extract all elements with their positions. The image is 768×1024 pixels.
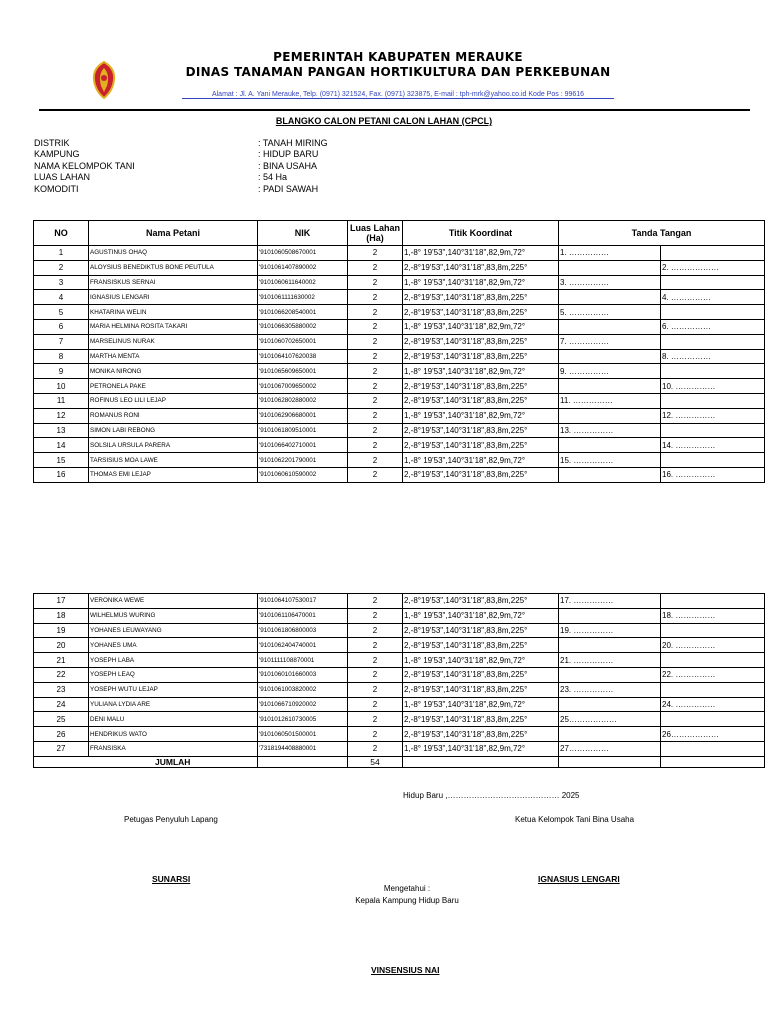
col-header-koordinat: Titik Koordinat <box>403 221 559 246</box>
row-ttd-left: 3. …………… <box>559 275 661 290</box>
row-ttd-right: 4. …………… <box>661 290 765 305</box>
row-no: 13 <box>34 423 89 438</box>
row-nama: AGUSTINUS OHAQ <box>89 246 258 261</box>
row-no: 27 <box>34 741 89 756</box>
row-koordinat: 1,-8° 19'53",140°31'18",82,9m,72° <box>403 608 559 623</box>
row-luas: 2 <box>348 275 403 290</box>
row-ttd-right: 16. …………… <box>661 467 765 482</box>
row-koordinat: 2,-8°19'53",140°31'18",83,8m,225° <box>403 727 559 742</box>
row-nik: '9101067009650002 <box>258 379 348 394</box>
row-ttd-right: 22. …………… <box>661 667 765 682</box>
row-nama: FRANSISKUS SERNAI <box>89 275 258 290</box>
row-koordinat: 2,-8°19'53",140°31'18",83,8m,225° <box>403 393 559 408</box>
row-ttd-left: 15. …………… <box>559 453 661 468</box>
row-luas: 2 <box>348 697 403 712</box>
row-no: 4 <box>34 290 89 305</box>
table-row <box>34 290 765 305</box>
row-no: 2 <box>34 260 89 275</box>
row-luas: 2 <box>348 653 403 668</box>
row-ttd-left <box>559 260 661 275</box>
row-koordinat: 1,-8° 19'53",140°31'18",82,9m,72° <box>403 246 559 261</box>
table-row <box>34 697 765 712</box>
row-koordinat: 2,-8°19'53",140°31'18",83,8m,225° <box>403 334 559 349</box>
row-no: 26 <box>34 727 89 742</box>
row-luas: 2 <box>348 246 403 261</box>
table-header-row <box>34 221 765 246</box>
table-row <box>34 594 765 609</box>
row-koordinat: 1,-8° 19'53",140°31'18",82,9m,72° <box>403 697 559 712</box>
document-title: BLANGKO CALON PETANI CALON LAHAN (CPCL) <box>275 116 493 126</box>
table-row <box>34 260 765 275</box>
row-nik: '9101062802880002 <box>258 393 348 408</box>
row-no: 20 <box>34 638 89 653</box>
row-luas: 2 <box>348 594 403 609</box>
row-nama: MONIKA NIRONG <box>89 364 258 379</box>
row-ttd-right: 12. …………… <box>661 408 765 423</box>
col-header-nik: NIK <box>258 221 348 246</box>
col-header-luas <box>348 221 403 246</box>
row-nama: YOSEPH LABA <box>89 653 258 668</box>
info-value-kelompok: : BINA USAHA <box>258 161 318 171</box>
row-luas: 2 <box>348 667 403 682</box>
row-nik: '7318194408880001 <box>258 741 348 756</box>
row-no: 6 <box>34 319 89 334</box>
row-no: 18 <box>34 608 89 623</box>
row-nik: '9101062404740001 <box>258 638 348 653</box>
row-nik: '9101064107530017 <box>258 594 348 609</box>
row-nik: '9101061809510001 <box>258 423 348 438</box>
row-ttd-left: 13. …………… <box>559 423 661 438</box>
header-line-1: PEMERINTAH KABUPATEN MERAUKE <box>273 50 523 64</box>
row-nama: YOSEPH LEAQ <box>89 667 258 682</box>
row-koordinat: 2,-8°19'53",140°31'18",83,8m,225° <box>403 712 559 727</box>
table-row <box>34 712 765 727</box>
row-ttd-left <box>559 638 661 653</box>
head-signer-name: VINSENSIUS NAI <box>371 965 440 975</box>
row-no: 19 <box>34 623 89 638</box>
row-nik: '9101061407890002 <box>258 260 348 275</box>
row-ttd-right <box>661 653 765 668</box>
row-ttd-right <box>661 305 765 320</box>
row-nama: ALOYSIUS BENEDIKTUS BONE PEUTULA <box>89 260 258 275</box>
row-ttd-right: 26……………… <box>661 727 765 742</box>
row-ttd-left <box>559 290 661 305</box>
row-nik: '9101060702650001 <box>258 334 348 349</box>
row-nama: MARTHA MENTA <box>89 349 258 364</box>
row-no: 7 <box>34 334 89 349</box>
row-ttd-left: 17. …………… <box>559 594 661 609</box>
row-ttd-right <box>661 364 765 379</box>
table-row <box>34 667 765 682</box>
table-row <box>34 379 765 394</box>
col-header-no: NO <box>34 221 89 246</box>
row-ttd-right: 6. …………… <box>661 319 765 334</box>
row-koordinat: 2,-8°19'53",140°31'18",83,8m,225° <box>403 290 559 305</box>
row-no: 9 <box>34 364 89 379</box>
row-ttd-left <box>559 408 661 423</box>
info-label-kelompok: NAMA KELOMPOK TANI <box>34 161 135 171</box>
row-nama: ROFINUS LEO LILI LEJAP <box>89 393 258 408</box>
row-koordinat: 2,-8°19'53",140°31'18",83,8m,225° <box>403 438 559 453</box>
table-row <box>34 638 765 653</box>
row-koordinat: 2,-8°19'53",140°31'18",83,8m,225° <box>403 349 559 364</box>
row-koordinat: 2,-8°19'53",140°31'18",83,8m,225° <box>403 423 559 438</box>
row-nama: YOHANES UMA <box>89 638 258 653</box>
row-no: 1 <box>34 246 89 261</box>
col-header-nama: Nama Petani <box>89 221 258 246</box>
row-nama: YOHANES LEUWAYANG <box>89 623 258 638</box>
row-no: 22 <box>34 667 89 682</box>
table-row <box>34 467 765 482</box>
row-ttd-right <box>661 682 765 697</box>
row-no: 25 <box>34 712 89 727</box>
row-nik: '9101060610590002 <box>258 467 348 482</box>
row-ttd-right: 24. …………… <box>661 697 765 712</box>
row-ttd-left <box>559 379 661 394</box>
row-ttd-left: 23. …………… <box>559 682 661 697</box>
header-address <box>140 91 656 98</box>
row-nama: DENI MALU <box>89 712 258 727</box>
table-row <box>34 275 765 290</box>
row-ttd-right <box>661 246 765 261</box>
row-no: 5 <box>34 305 89 320</box>
row-no: 23 <box>34 682 89 697</box>
row-koordinat: 2,-8°19'53",140°31'18",83,8m,225° <box>403 260 559 275</box>
row-nik: '9101066208540001 <box>258 305 348 320</box>
row-nama: FRANSISKA <box>89 741 258 756</box>
info-label-luas: LUAS LAHAN <box>34 172 91 182</box>
row-luas: 2 <box>348 712 403 727</box>
row-koordinat: 1,-8° 19'53",140°31'18",82,9m,72° <box>403 364 559 379</box>
table-row <box>34 364 765 379</box>
row-luas: 2 <box>348 453 403 468</box>
row-nama: ROMANUS RONI <box>89 408 258 423</box>
row-ttd-left <box>559 697 661 712</box>
row-ttd-right <box>661 712 765 727</box>
row-koordinat: 1,-8° 19'53",140°31'18",82,9m,72° <box>403 453 559 468</box>
table-row <box>34 408 765 423</box>
row-ttd-left <box>559 349 661 364</box>
row-luas: 2 <box>348 423 403 438</box>
row-ttd-right: 20. …………… <box>661 638 765 653</box>
row-luas: 2 <box>348 438 403 453</box>
row-luas: 2 <box>348 290 403 305</box>
row-nik: '9101060501500001 <box>258 727 348 742</box>
row-ttd-right: 14. …………… <box>661 438 765 453</box>
table-row <box>34 608 765 623</box>
row-koordinat: 2,-8°19'53",140°31'18",83,8m,225° <box>403 379 559 394</box>
table-row <box>34 349 765 364</box>
col-header-ttd: Tanda Tangan <box>559 221 765 246</box>
row-luas: 2 <box>348 408 403 423</box>
row-koordinat: 2,-8°19'53",140°31'18",83,8m,225° <box>403 467 559 482</box>
row-koordinat: 2,-8°19'53",140°31'18",83,8m,225° <box>403 667 559 682</box>
row-nama: PETRONELA PAKE <box>89 379 258 394</box>
table-total-row <box>34 756 765 767</box>
row-nama: THOMAS EMI LEJAP <box>89 467 258 482</box>
table-row <box>34 727 765 742</box>
row-luas: 2 <box>348 349 403 364</box>
regency-logo-icon <box>89 60 119 100</box>
row-luas: 2 <box>348 741 403 756</box>
acknowledged-label: Mengetahui : <box>383 884 431 893</box>
header-rule <box>39 109 750 111</box>
header-line-2: DINAS TANAMAN PANGAN HORTIKULTURA DAN PERKEBUNAN <box>185 65 611 79</box>
cpcl-table-part-2 <box>33 593 765 768</box>
row-nama: IGNASIUS LENGARI <box>89 290 258 305</box>
row-luas: 2 <box>348 682 403 697</box>
row-nama: VERONIKA WEWE <box>89 594 258 609</box>
row-luas: 2 <box>348 260 403 275</box>
total-value: 54 <box>348 756 403 767</box>
row-nik: '9101012610730005 <box>258 712 348 727</box>
table-row <box>34 423 765 438</box>
total-label: JUMLAH <box>89 756 258 767</box>
row-ttd-right <box>661 423 765 438</box>
table-row <box>34 319 765 334</box>
row-nama: MARSELINUS NURAK <box>89 334 258 349</box>
row-nama: WILHELMUS WURING <box>89 608 258 623</box>
row-nama: TARSISIUS MOA LAWE <box>89 453 258 468</box>
row-ttd-right: 2. ……………… <box>661 260 765 275</box>
row-ttd-left <box>559 727 661 742</box>
row-no: 8 <box>34 349 89 364</box>
row-ttd-right <box>661 453 765 468</box>
row-luas: 2 <box>348 727 403 742</box>
row-nik: '9101060611640002 <box>258 275 348 290</box>
row-koordinat: 2,-8°19'53",140°31'18",83,8m,225° <box>403 305 559 320</box>
table-row <box>34 393 765 408</box>
row-luas: 2 <box>348 379 403 394</box>
row-ttd-left: 19. …………… <box>559 623 661 638</box>
row-koordinat: 1,-8° 19'53",140°31'18",82,9m,72° <box>403 319 559 334</box>
row-ttd-left: 1. …………… <box>559 246 661 261</box>
row-koordinat: 2,-8°19'53",140°31'18",83,8m,225° <box>403 682 559 697</box>
table-row <box>34 653 765 668</box>
row-luas: 2 <box>348 467 403 482</box>
info-label-komoditi: KOMODITI <box>34 184 79 194</box>
row-no: 15 <box>34 453 89 468</box>
row-no: 24 <box>34 697 89 712</box>
row-ttd-right <box>661 623 765 638</box>
table-row <box>34 682 765 697</box>
row-nik: '9101061806800003 <box>258 623 348 638</box>
row-koordinat: 1,-8° 19'53",140°31'18",82,9m,72° <box>403 741 559 756</box>
row-no: 14 <box>34 438 89 453</box>
head-signer-role: Kepala Kampung Hidup Baru <box>355 896 459 905</box>
row-ttd-right <box>661 594 765 609</box>
row-ttd-right <box>661 393 765 408</box>
left-signer-role: Petugas Penyuluh Lapang <box>124 815 218 824</box>
row-nik: '9101066402710001 <box>258 438 348 453</box>
row-nama: SIMON LABI REBONG <box>89 423 258 438</box>
row-ttd-left: 21. …………… <box>559 653 661 668</box>
row-koordinat: 1,-8° 19'53",140°31'18",82,9m,72° <box>403 408 559 423</box>
row-ttd-left: 9. …………… <box>559 364 661 379</box>
info-label-kampung: KAMPUNG <box>34 149 80 159</box>
table-row <box>34 305 765 320</box>
row-no: 10 <box>34 379 89 394</box>
row-ttd-right: 8. …………… <box>661 349 765 364</box>
row-luas: 2 <box>348 334 403 349</box>
table-row <box>34 334 765 349</box>
row-luas: 2 <box>348 364 403 379</box>
row-ttd-left <box>559 319 661 334</box>
row-ttd-right <box>661 741 765 756</box>
row-ttd-left: 25……………… <box>559 712 661 727</box>
place-date: Hidup Baru ,…………………………………… 2025 <box>403 791 580 800</box>
row-no: 3 <box>34 275 89 290</box>
row-ttd-left <box>559 467 661 482</box>
left-signer-name: SUNARSI <box>152 874 191 884</box>
row-koordinat: 2,-8°19'53",140°31'18",83,8m,225° <box>403 594 559 609</box>
row-nik: '9101111108870001 <box>258 653 348 668</box>
row-nik: '9101061111630002 <box>258 290 348 305</box>
right-signer-name: IGNASIUS LENGARI <box>538 874 620 884</box>
row-nik: '9101066710920002 <box>258 697 348 712</box>
row-nama: KHATARINA WELIN <box>89 305 258 320</box>
row-nik: '9101062201790001 <box>258 453 348 468</box>
row-no: 17 <box>34 594 89 609</box>
info-value-luas: : 54 Ha <box>258 172 288 182</box>
row-ttd-right <box>661 275 765 290</box>
table-row <box>34 246 765 261</box>
info-value-kampung: : HIDUP BARU <box>258 149 319 159</box>
row-nik: '9101066305880002 <box>258 319 348 334</box>
row-ttd-right <box>661 334 765 349</box>
row-koordinat: 1,-8° 19'53",140°31'18",82,9m,72° <box>403 275 559 290</box>
row-luas: 2 <box>348 638 403 653</box>
row-nama: YOSEPH WUTU LEJAP <box>89 682 258 697</box>
table-row <box>34 453 765 468</box>
row-nama: HENDRIKUS WATO <box>89 727 258 742</box>
row-nik: '9101061003820002 <box>258 682 348 697</box>
row-nama: SOLSILA URSULA PARERA <box>89 438 258 453</box>
row-ttd-left <box>559 608 661 623</box>
table-row <box>34 623 765 638</box>
row-ttd-left <box>559 667 661 682</box>
right-signer-role: Ketua Kelompok Tani Bina Usaha <box>515 815 635 824</box>
row-koordinat: 1,-8° 19'53",140°31'18",82,9m,72° <box>403 653 559 668</box>
row-nama: MARIA HELMINA ROSITA TAKARI <box>89 319 258 334</box>
row-nik: '9101065609650001 <box>258 364 348 379</box>
row-luas: 2 <box>348 393 403 408</box>
row-ttd-right: 18. …………… <box>661 608 765 623</box>
row-nama: YULIANA LYDIA ARE <box>89 697 258 712</box>
address-text: Alamat : Jl. A. Yani Merauke, Telp. (0971) 321524, Fax. (0971) 323875, E-mail : tph-mrk@yahoo.co.id Kode Pos : 99616 <box>182 91 614 99</box>
row-nik: '9101064107620038 <box>258 349 348 364</box>
table-row <box>34 741 765 756</box>
row-luas: 2 <box>348 305 403 320</box>
row-ttd-left: 7. …………… <box>559 334 661 349</box>
cpcl-table-part-1 <box>33 220 765 483</box>
row-nik: '9101060508670001 <box>258 246 348 261</box>
info-value-komoditi: : PADI SAWAH <box>258 184 319 194</box>
row-luas: 2 <box>348 623 403 638</box>
info-value-distrik: : TANAH MIRING <box>258 138 328 148</box>
row-koordinat: 2,-8°19'53",140°31'18",83,8m,225° <box>403 638 559 653</box>
row-ttd-left <box>559 438 661 453</box>
row-no: 21 <box>34 653 89 668</box>
row-ttd-left: 11. …………… <box>559 393 661 408</box>
row-nik: '9101062906680001 <box>258 408 348 423</box>
row-nik: '9101061106470001 <box>258 608 348 623</box>
info-label-distrik: DISTRIK <box>34 138 70 148</box>
row-luas: 2 <box>348 608 403 623</box>
row-no: 16 <box>34 467 89 482</box>
row-ttd-left: 27…………… <box>559 741 661 756</box>
row-luas: 2 <box>348 319 403 334</box>
row-nik: '9101060101660003 <box>258 667 348 682</box>
luas-header-line-2: (Ha) <box>366 233 384 243</box>
table-row <box>34 438 765 453</box>
row-no: 12 <box>34 408 89 423</box>
row-ttd-left: 5. …………… <box>559 305 661 320</box>
row-no: 11 <box>34 393 89 408</box>
luas-header-line-1: Luas Lahan <box>349 223 400 233</box>
row-koordinat: 2,-8°19'53",140°31'18",83,8m,225° <box>403 623 559 638</box>
row-ttd-right: 10. …………… <box>661 379 765 394</box>
